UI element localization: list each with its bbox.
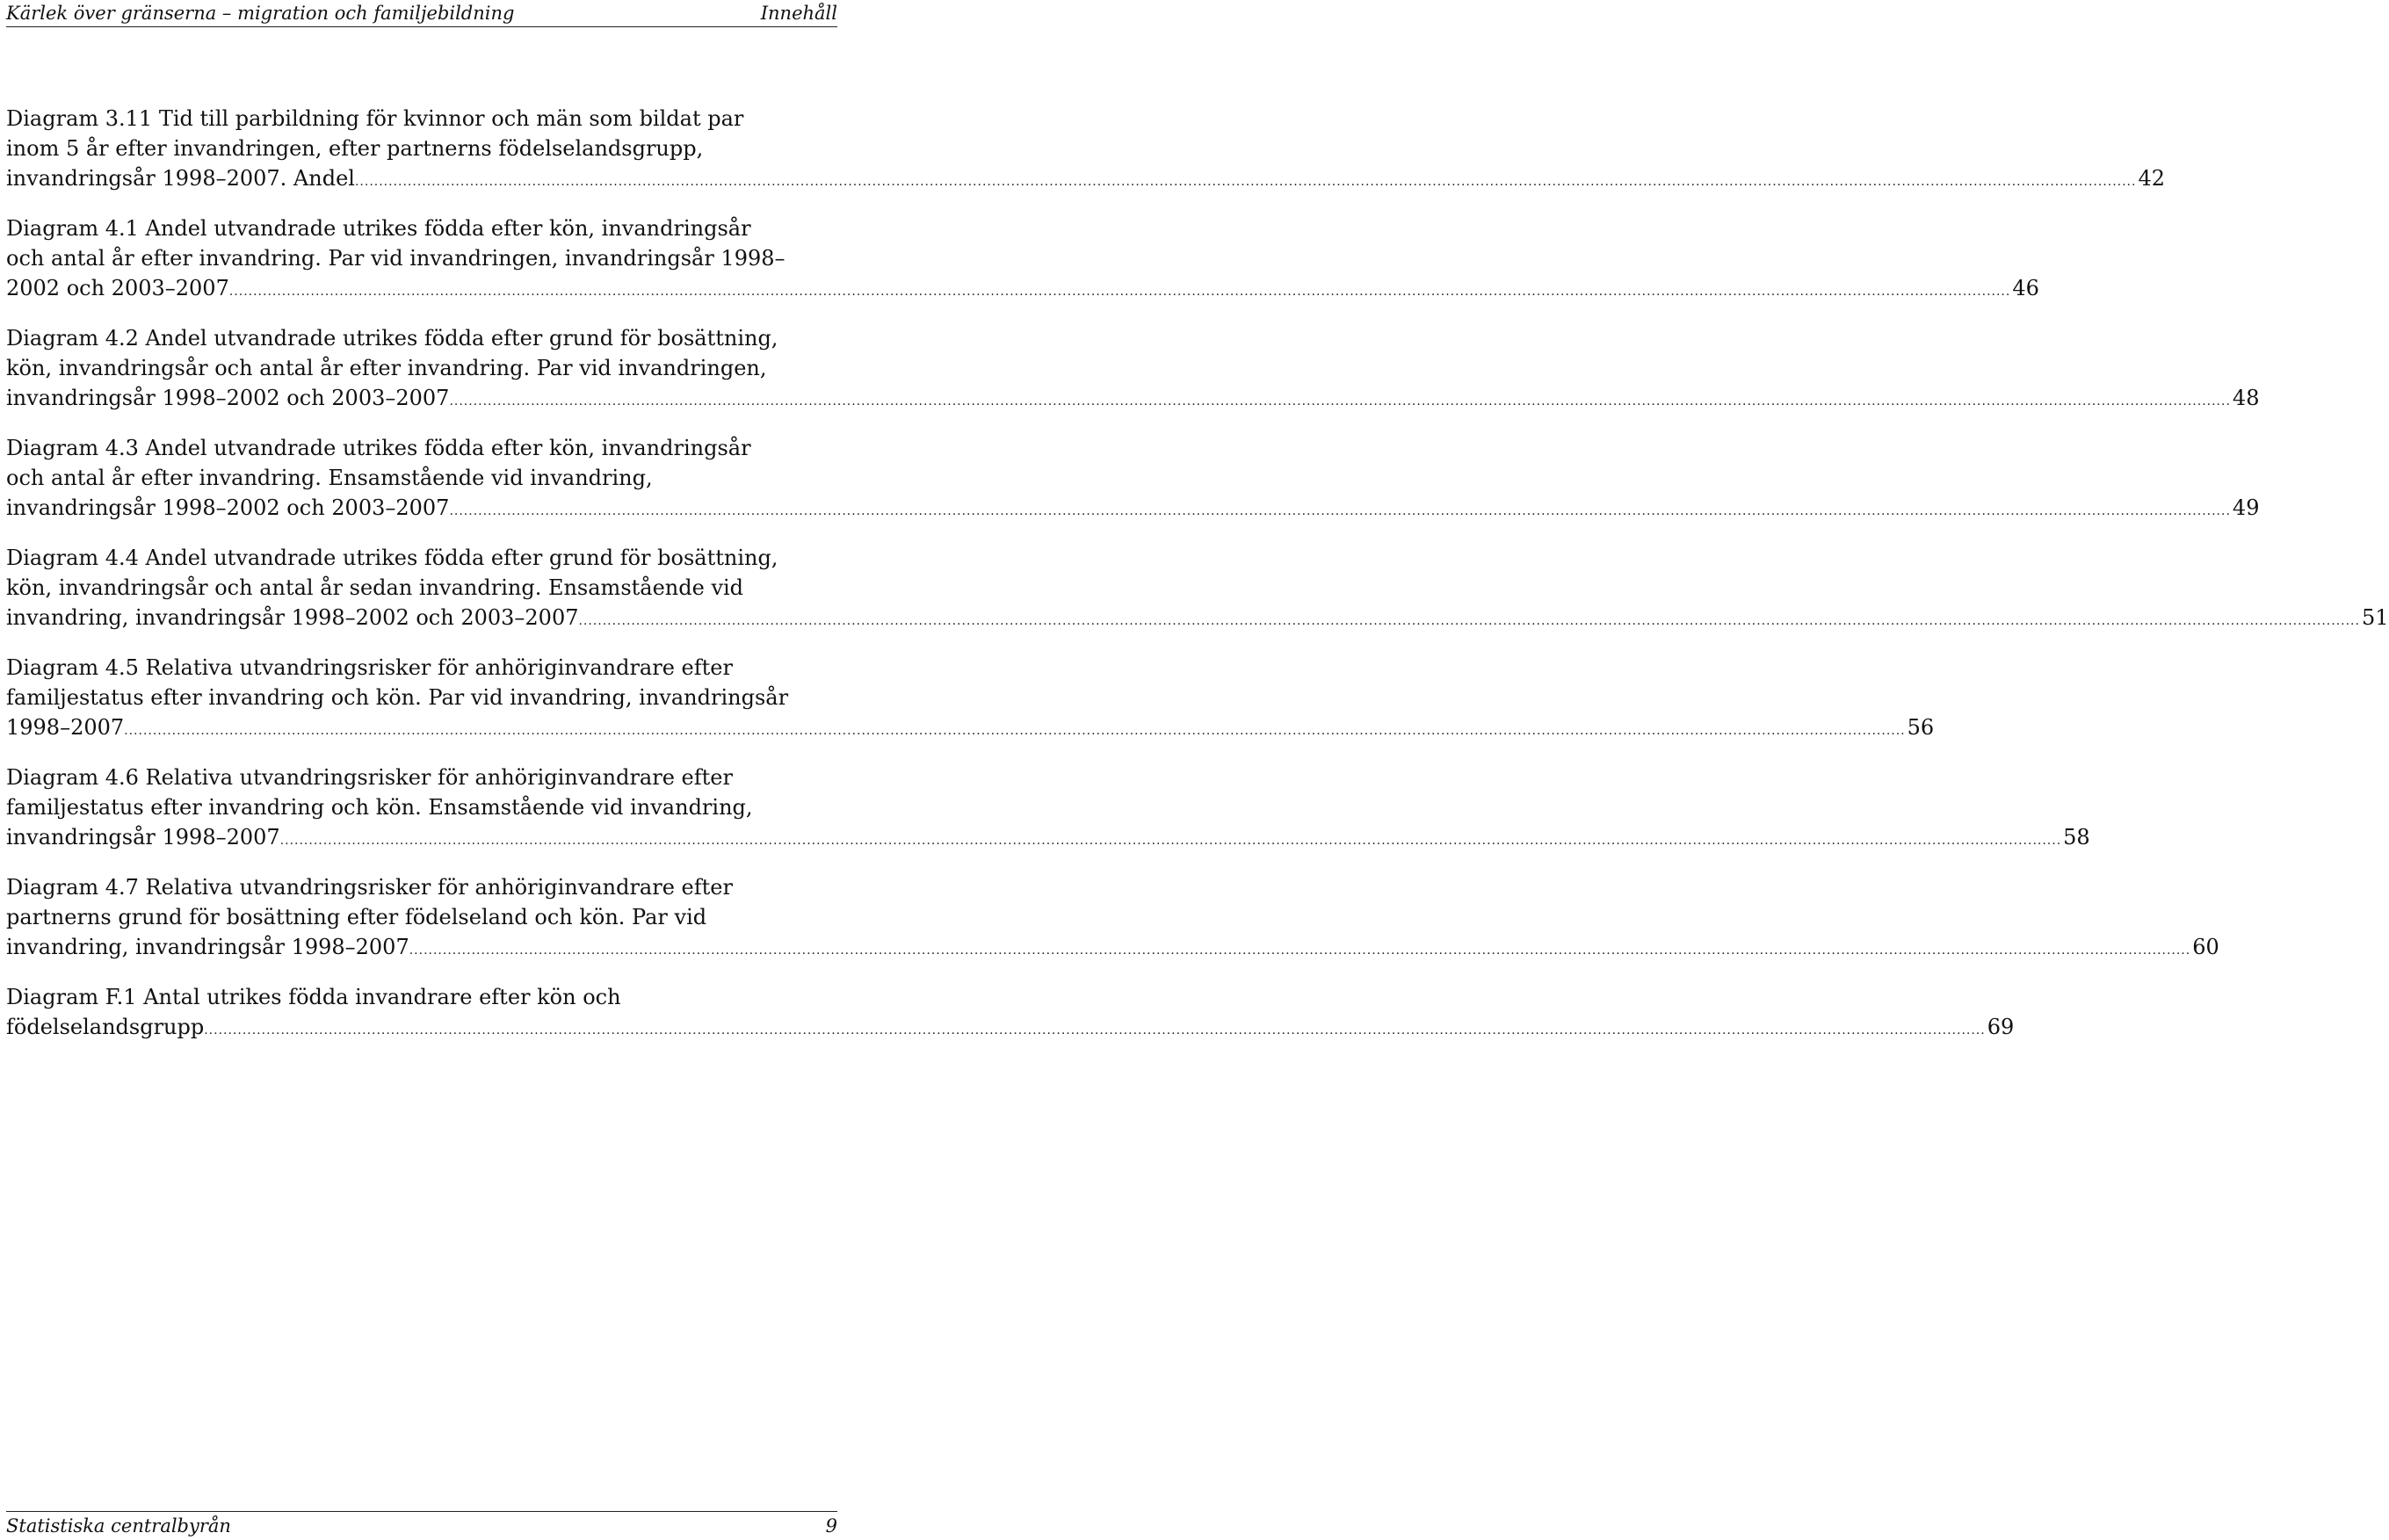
dot-leader [280,826,2061,856]
toc-entry-line: och antal år efter invandring. Ensamstående vid invandring, [6,466,653,490]
section-title: Innehåll [760,3,837,24]
page-number: 42 [2138,166,2165,191]
toc-entry-line: invandringsår 1998–2007. Andel [6,166,355,191]
dot-leader [204,1016,1985,1045]
toc-entry-diagram-3-11[interactable] [6,104,2165,197]
page-number: 60 [2192,935,2219,959]
toc-entry-line: inom 5 år efter invandringen, efter partnerns födelselandsgrupp, [6,136,704,161]
toc-entry-line: födelselandsgrupp [6,1015,205,1039]
dot-leader [449,496,2230,526]
toc-entry-line: Diagram 4.5 Relativa utvandringsrisker för anhöriginvandrare efter [6,655,733,680]
dot-leader [124,716,1905,746]
toc-entry-line: Diagram 4.2 Andel utvandrade utrikes födda efter grund för bosättning, [6,326,778,351]
document-title: Kärlek över gränserna – migration och familjebildning [6,3,515,24]
dot-leader [355,167,2136,197]
toc-entry-line: invandringsår 1998–2002 och 2003–2007 [6,495,450,520]
toc-entry-diagram-4-5[interactable] [6,653,1935,746]
toc-entry-line: och antal år efter invandring. Par vid invandringen, invandringsår 1998– [6,246,785,271]
toc-entry-diagram-4-2[interactable] [6,323,2260,416]
toc-entry-line: familjestatus efter invandring och kön. Ensamstående vid invandring, [6,795,753,820]
toc-entry-line: Diagram 3.11 Tid till parbildning för kvinnor och män som bildat par [6,106,744,131]
toc-entry-line: kön, invandringsår och antal år efter invandring. Par vid invandringen, [6,356,767,380]
table-of-contents [6,104,2389,1062]
toc-entry-line: Diagram 4.7 Relativa utvandringsrisker för anhöriginvandrare efter [6,875,733,900]
toc-entry-diagram-4-1[interactable] [6,213,2039,307]
running-footer [6,1511,837,1540]
toc-entry-line: kön, invandringsår och antal år sedan invandring. Ensamstående vid [6,575,744,600]
page-number: 69 [1987,1015,2015,1039]
running-header [6,0,837,27]
toc-entry-line: Diagram 4.1 Andel utvandrade utrikes födda efter kön, invandringsår [6,216,751,241]
page-number: 58 [2063,825,2090,850]
toc-entry-line: invandring, invandringsår 1998–2007 [6,935,409,959]
toc-entry-line: Diagram F.1 Antal utrikes födda invandrare efter kön och [6,985,621,1009]
toc-entry-line: partnerns grund för bosättning efter födelseland och kön. Par vid [6,905,707,929]
toc-entry-diagram-4-4[interactable] [6,543,2389,636]
toc-entry-line: Diagram 4.6 Relativa utvandringsrisker för anhöriginvandrare efter [6,765,733,790]
page-number: 48 [2232,386,2260,410]
toc-entry-diagram-4-3[interactable] [6,433,2260,526]
toc-entry-line: 2002 och 2003–2007 [6,276,229,300]
toc-entry-line: Diagram 4.3 Andel utvandrade utrikes födda efter kön, invandringsår [6,436,751,460]
dot-leader [449,387,2230,416]
toc-entry-line: invandringsår 1998–2007 [6,825,280,850]
publisher-name: Statistiska centralbyrån [6,1515,231,1536]
toc-entry-line: 1998–2007 [6,715,125,740]
toc-entry-line: Diagram 4.4 Andel utvandrade utrikes födda efter grund för bosättning, [6,546,778,570]
dot-leader [578,606,2359,636]
page-number-footer: 9 [825,1515,837,1536]
dot-leader [409,936,2190,965]
page-number: 49 [2232,495,2260,520]
toc-entry-diagram-4-7[interactable] [6,872,2219,965]
toc-entry-line: invandringsår 1998–2002 och 2003–2007 [6,386,450,410]
page-number: 46 [2012,276,2039,300]
toc-entry-diagram-f-1[interactable] [6,982,2015,1045]
toc-entry-line: familjestatus efter invandring och kön. Par vid invandring, invandringsår [6,685,789,710]
toc-entry-line: invandring, invandringsår 1998–2002 och 2003–2007 [6,605,579,630]
dot-leader [229,277,2010,307]
toc-entry-diagram-4-6[interactable] [6,763,2090,856]
page-number: 56 [1907,715,1935,740]
page-number: 51 [2361,605,2389,630]
